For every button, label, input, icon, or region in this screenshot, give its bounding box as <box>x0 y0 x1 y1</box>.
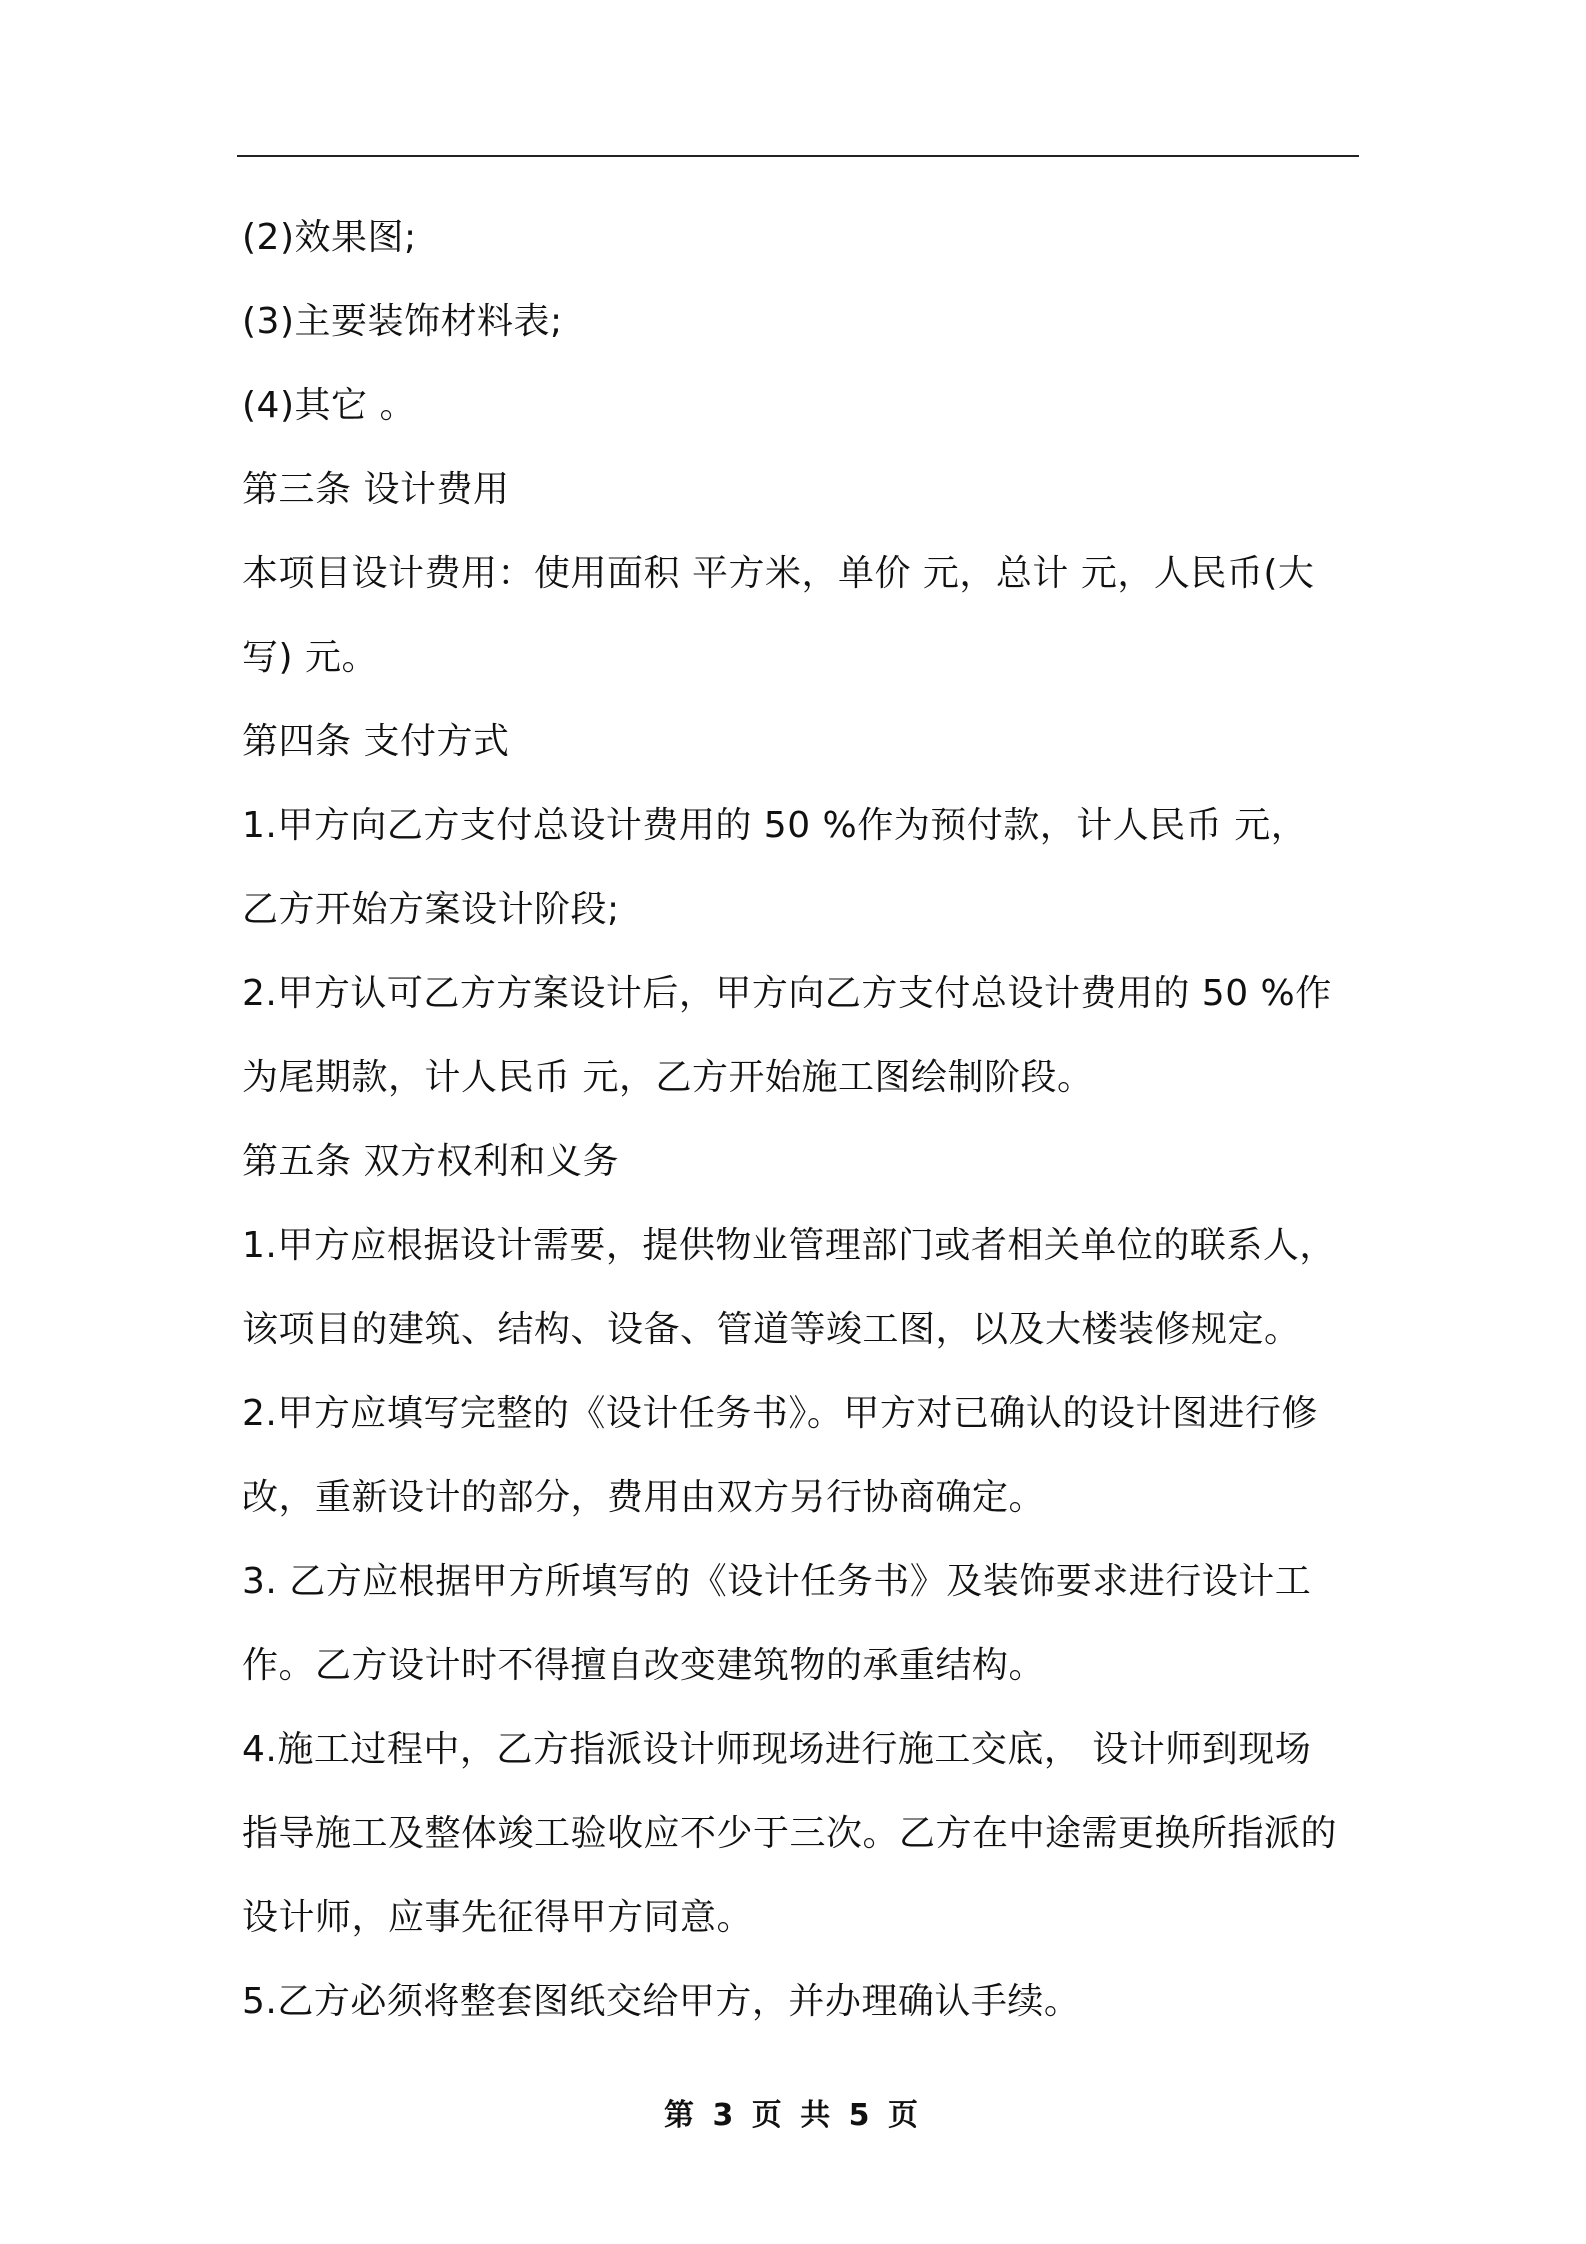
text-line: 为尾期款，计人民币 元，乙方开始施工图绘制阶段。 <box>242 1057 1094 1098</box>
text-line: 1.甲方向乙方支付总设计费用的 50 %作为预付款，计人民币 元， <box>242 805 1308 846</box>
text-line: 2.甲方应填写完整的《设计任务书》。甲方对已确认的设计图进行修 <box>242 1393 1318 1434</box>
text-line: 4.施工过程中，乙方指派设计师现场进行施工交底， 设计师到现场 <box>242 1729 1312 1770</box>
document-body <box>242 196 1362 2044</box>
header-rule <box>237 155 1359 157</box>
text-line: 3. 乙方应根据甲方所填写的《设计任务书》及装饰要求进行设计工 <box>242 1561 1312 1602</box>
section-heading: 第三条 设计费用 <box>242 469 510 510</box>
text-line: 改，重新设计的部分，费用由双方另行协商确定。 <box>242 1477 1046 1518</box>
text-line: (2)效果图; <box>242 217 417 258</box>
text-line: 5.乙方必须将整套图纸交给甲方，并办理确认手续。 <box>242 1981 1081 2022</box>
section-heading: 第五条 双方权利和义务 <box>242 1141 619 1182</box>
text-line: 作。乙方设计时不得擅自改变建筑物的承重结构。 <box>242 1645 1046 1686</box>
text-line: 指导施工及整体竣工验收应不少于三次。乙方在中途需更换所指派的 <box>242 1813 1338 1854</box>
page-number-footer: 第 3 页 共 5 页 <box>664 2098 922 2133</box>
section-heading: 第四条 支付方式 <box>242 721 510 762</box>
text-line: (4)其它 。 <box>242 385 416 426</box>
text-line: 本项目设计费用：使用面积 平方米，单价 元，总计 元，人民币(大 <box>242 553 1315 594</box>
text-line: 写) 元。 <box>242 637 378 678</box>
text-line: 乙方开始方案设计阶段; <box>242 889 620 930</box>
text-line: 2.甲方认可乙方方案设计后，甲方向乙方支付总设计费用的 50 %作 <box>242 973 1332 1014</box>
text-line: 该项目的建筑、结构、设备、管道等竣工图，以及大楼装修规定。 <box>242 1309 1301 1350</box>
text-line: (3)主要装饰材料表; <box>242 301 563 342</box>
text-line: 设计师，应事先征得甲方同意。 <box>242 1897 754 1938</box>
text-line: 1.甲方应根据设计需要，提供物业管理部门或者相关单位的联系人， <box>242 1225 1336 1266</box>
